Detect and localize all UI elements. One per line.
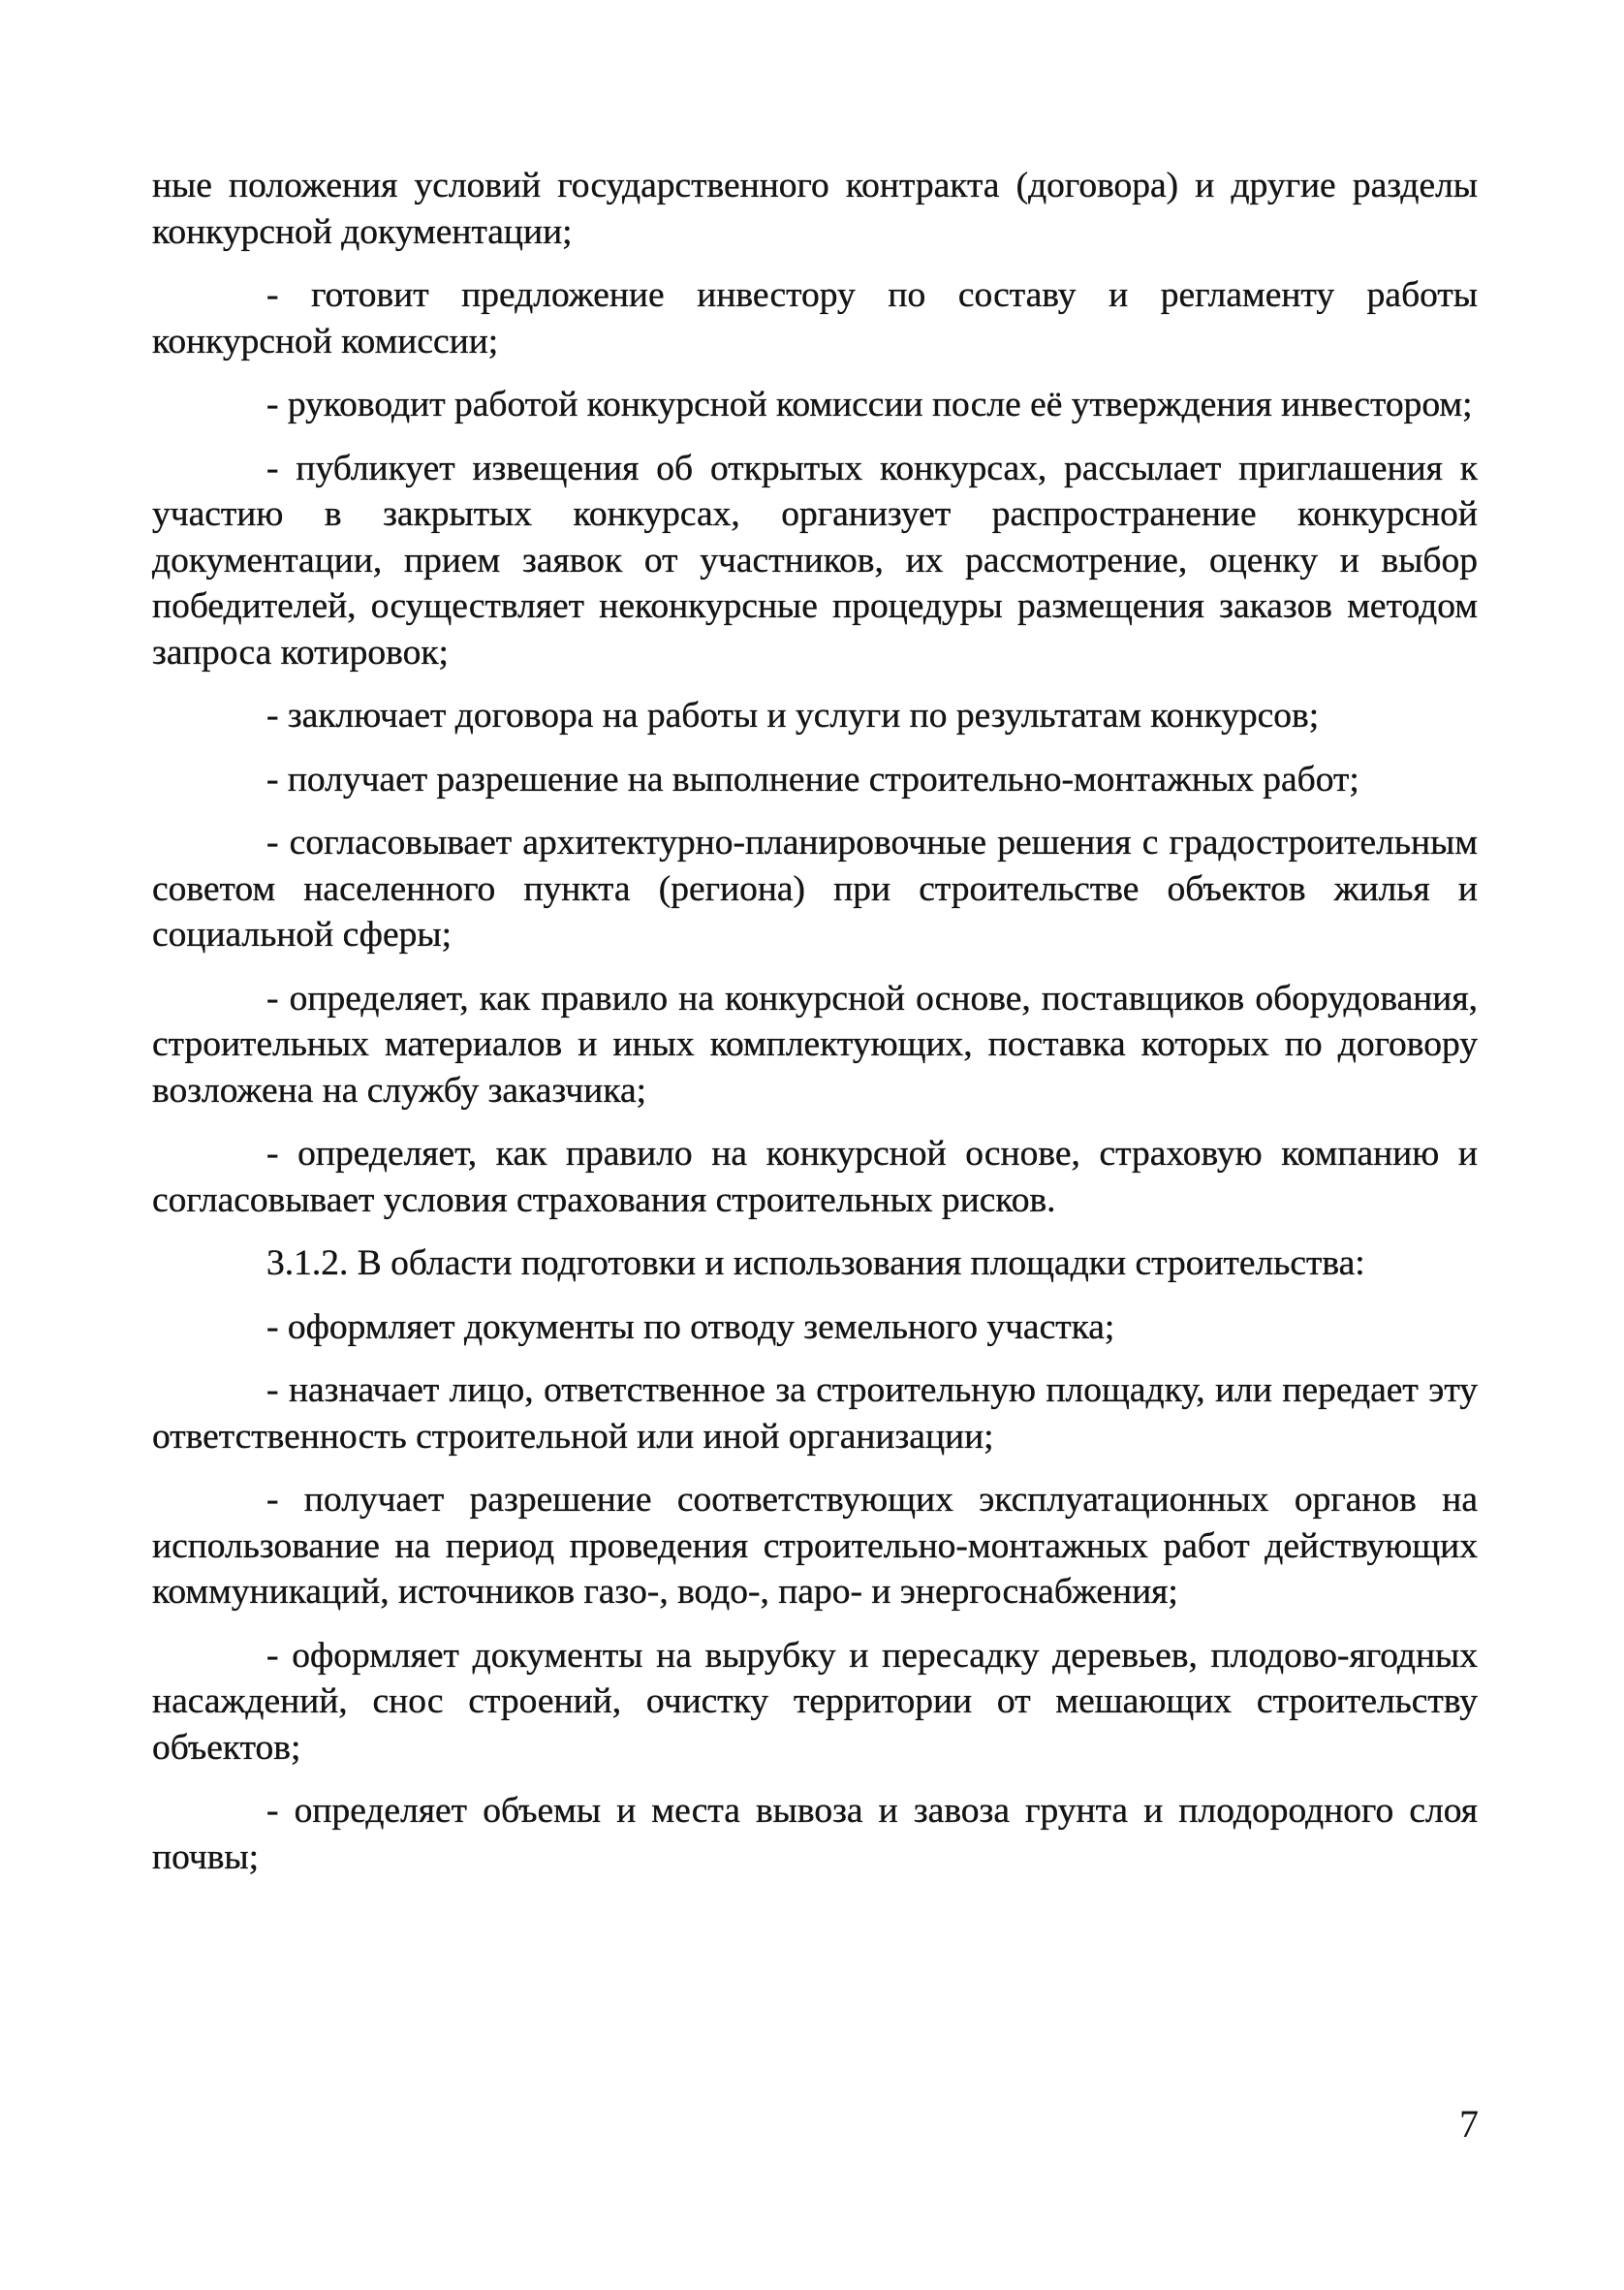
- paragraph-item: - согласовывает архитектурно-планировочные решения с градостроительным советом населенного пункта (региона) при строительстве объектов жилья и социальной сферы;: [152, 823, 1478, 955]
- paragraph-item: - назначает лицо, ответственное за строительную площадку, или передает эту ответственность строительной или иной организации;: [152, 1370, 1478, 1457]
- section-heading-3-1-2: 3.1.2. В области подготовки и использования площадки строительства:: [266, 1243, 1365, 1283]
- paragraph-continuation: ные положения условий государственного контракта (договора) и другие разделы конкурсной документации;: [152, 166, 1478, 252]
- paragraph-item: - получает разрешение соответствующих эксплуатационных органов на использование на период проведения строительно-монтажных работ действующих коммуникаций, источников газо-, водо-, паро- и энергоснабжения;: [152, 1480, 1478, 1612]
- paragraph-item: - руководит работой конкурсной комиссии после её утверждения инвестором;: [266, 385, 1473, 424]
- paragraph-item: - определяет, как правило на конкурсной основе, страховую компанию и согласовывает условия страхования строительных рисков.: [152, 1134, 1478, 1220]
- paragraph-item: - определяет, как правило на конкурсной основе, поставщиков оборудования, строительных материалов и иных комплектующих, поставка которых по договору возложена на службу заказчика;: [152, 978, 1478, 1111]
- document-body: [152, 163, 1478, 1880]
- paragraph-item: - получает разрешение на выполнение строительно-монтажных работ;: [266, 759, 1359, 800]
- paragraph-item: - оформляет документы по отводу земельного участка;: [266, 1306, 1115, 1347]
- paragraph-item: - заключает договора на работы и услуги по результатам конкурсов;: [266, 696, 1320, 736]
- page-number: 7: [1459, 2102, 1479, 2146]
- paragraph-item: - оформляет документы на вырубку и пересадку деревьев, плодово-ягодных насаждений, снос строений, очистку территории от мешающих строительству объектов;: [152, 1635, 1478, 1768]
- paragraph-item: - определяет объемы и места вывоза и завоза грунта и плодородного слоя почвы;: [152, 1791, 1478, 1877]
- paragraph-item: - публикует извещения об открытых конкурсах, рассылает приглашения к участию в закрытых конкурсах, организует распространение конкурсной документации, прием заявок от участников, их рассмотрение, оценку и выбор победителей, осуществляет неконкурсные процедуры размещения заказов методом запроса котировок;: [152, 448, 1478, 673]
- paragraph-item: - готовит предложение инвестору по составу и регламенту работы конкурсной комиссии;: [152, 275, 1478, 361]
